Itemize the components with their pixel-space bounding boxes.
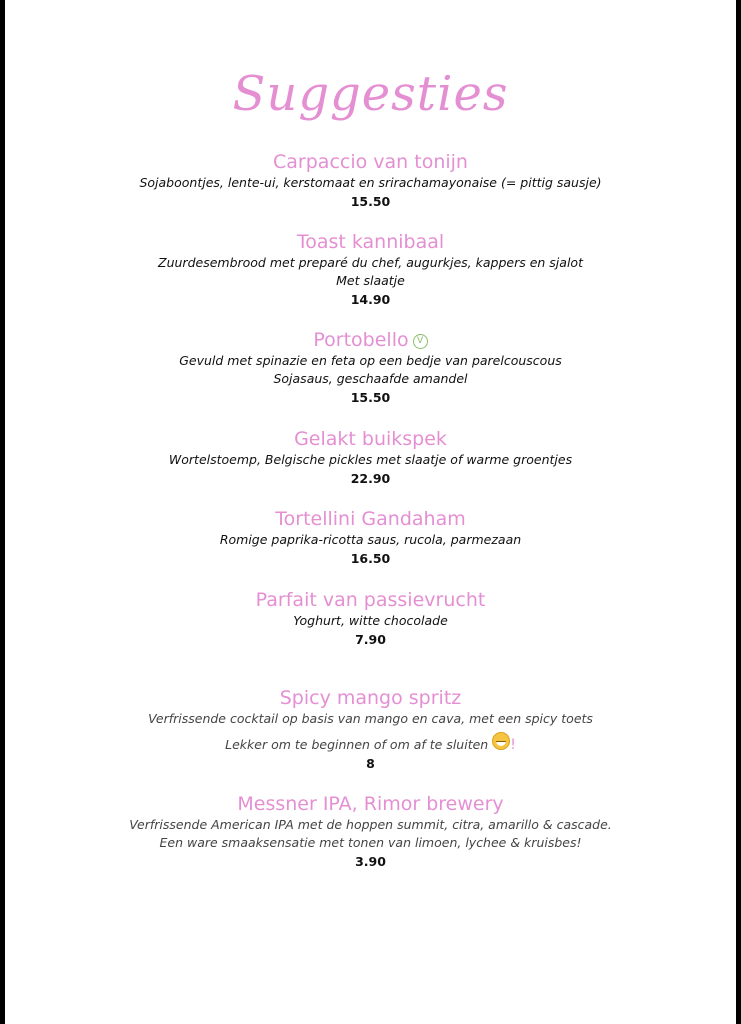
vegetarian-icon: V [413,334,428,349]
menu-item [5,792,736,872]
item-name: Carpaccio van tonijn [273,151,468,173]
menu-item [5,588,736,650]
item-description: Sojaboontjes, lente-ui, kerstomaat en srirachamayonaise (= pittig sausje) [139,175,602,190]
item-description: Yoghurt, witte chocolade [293,613,448,628]
item-price: 15.50 [350,194,391,209]
item-name: Gelakt buikspek [294,428,447,450]
item-description: Sojasaus, geschaafde amandel [273,371,468,386]
item-name: Messner IPA, Rimor brewery [237,793,504,815]
item-price: 22.90 [350,471,391,486]
item-description-row [5,732,736,754]
item-name: Parfait van passievrucht [255,589,486,611]
item-price: 16.50 [350,551,391,566]
menu-item [5,686,736,774]
item-name: Portobello [313,329,409,351]
menu-item [5,230,736,310]
menu-page [5,0,736,1024]
menu-item [5,507,736,569]
item-description: Wortelstoemp, Belgische pickles met slaatje of warme groentjes [168,452,573,467]
item-description: Gevuld met spinazie en feta op een bedje van parelcouscous [179,353,562,368]
item-description: Verfrissende cocktail op basis van mango en cava, met een spicy toets [148,711,593,726]
menu-item [5,150,736,212]
item-name: Tortellini Gandaham [275,508,466,530]
item-price: 8 [366,756,375,771]
item-price: 14.90 [350,292,391,307]
item-description: Met slaatje [336,273,405,288]
item-description: Zuurdesembrood met preparé du chef, augurkjes, kappers en sjalot [158,255,583,270]
item-price: 15.50 [350,390,391,405]
grinning-face-icon [492,732,510,750]
item-description: Een ware smaaksensatie met tonen van limoen, lychee & kruisbes! [159,835,582,850]
item-name-row [5,328,736,352]
item-description: Romige paprika-ricotta saus, rucola, parmezaan [219,532,522,547]
item-price: 7.90 [355,632,386,647]
item-description: Lekker om te beginnen of om af te sluiten [225,737,489,752]
item-name: Toast kannibaal [296,231,445,253]
item-name: Spicy mango spritz [279,687,462,709]
item-description: Verfrissende American IPA met de hoppen summit, citra, amarillo & cascade. [129,817,612,832]
item-price: 3.90 [355,854,386,869]
menu-item [5,328,736,408]
page-title: Suggesties [232,66,509,122]
exclamation-mark: ! [510,737,516,753]
menu-item [5,427,736,489]
